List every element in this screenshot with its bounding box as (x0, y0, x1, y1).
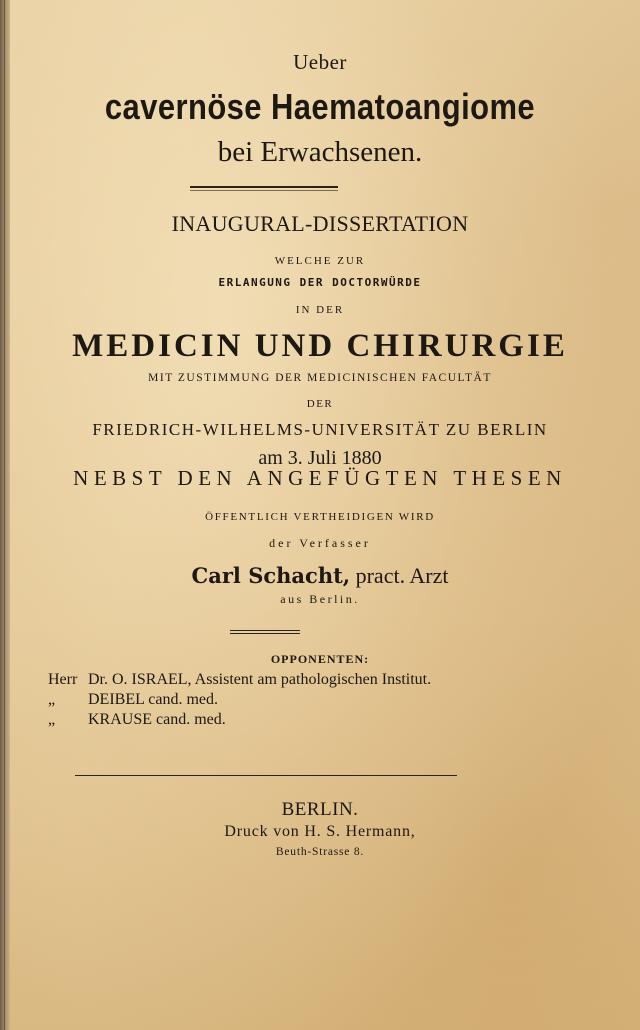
title-divider-rule-thin (190, 190, 338, 191)
imprint-city: BERLIN. (281, 799, 359, 820)
author-title: pract. Arzt (355, 563, 449, 588)
opponent-prefix: Herr (48, 671, 78, 688)
faculty-subject-heading: MEDICIN UND CHIRURGIE (72, 328, 568, 364)
title-divider-rule (190, 186, 338, 188)
opponent-prefix: „ (48, 711, 56, 728)
der-verfasser-text: der Verfasser (269, 536, 371, 550)
der-text: DER (306, 398, 334, 410)
opponent-prefix: „ (48, 691, 56, 708)
opponents-divider-rule (230, 630, 300, 631)
mit-zustimmung-text: MIT ZUSTIMMUNG DER MEDICINISCHEN FACULTÄT (148, 372, 492, 384)
university-name: FRIEDRICH-WILHELMS-UNIVERSITÄT ZU BERLIN (92, 420, 548, 439)
oeffentlich-text: ÖFFENTLICH VERTHEIDIGEN WIRD (205, 511, 435, 523)
in-der-text: IN DER (295, 304, 345, 316)
opponent-row (48, 671, 431, 689)
imprint-printer: Druck von H. S. Hermann, (224, 823, 416, 840)
defense-date: am 3. Juli 1880 (258, 447, 382, 469)
welche-zur-text: WELCHE ZUR (274, 255, 366, 267)
author-line (0, 563, 640, 589)
opponent-row (48, 711, 226, 729)
opponents-heading: OPPONENTEN: (270, 652, 370, 666)
author-origin: aus Berlin. (280, 592, 360, 606)
subtitle: bei Erwachsenen. (217, 136, 423, 168)
theses-heading: NEBST DEN ANGEFÜGTEN THESEN (73, 466, 567, 490)
opponent-text: Dr. O. ISRAEL, Assistent am pathologischen Institut. (88, 671, 432, 688)
erlangung-text: ERLANGUNG DER DOCTORWÜRDE (218, 276, 422, 289)
opponent-row (48, 691, 218, 709)
opponent-text: DEIBEL cand. med. (88, 691, 219, 708)
imprint-divider-rule (75, 775, 457, 776)
dissertation-heading: INAUGURAL-DISSERTATION (171, 211, 469, 236)
opponent-text: KRAUSE cand. med. (88, 711, 226, 728)
imprint-address: Beuth-Strasse 8. (275, 846, 365, 858)
opponents-divider-rule-2 (230, 633, 300, 634)
title-prefix: Ueber (293, 50, 347, 74)
author-name: Carl Schacht, (191, 563, 351, 588)
main-title: cavernöse Haematoangiome (104, 86, 536, 127)
